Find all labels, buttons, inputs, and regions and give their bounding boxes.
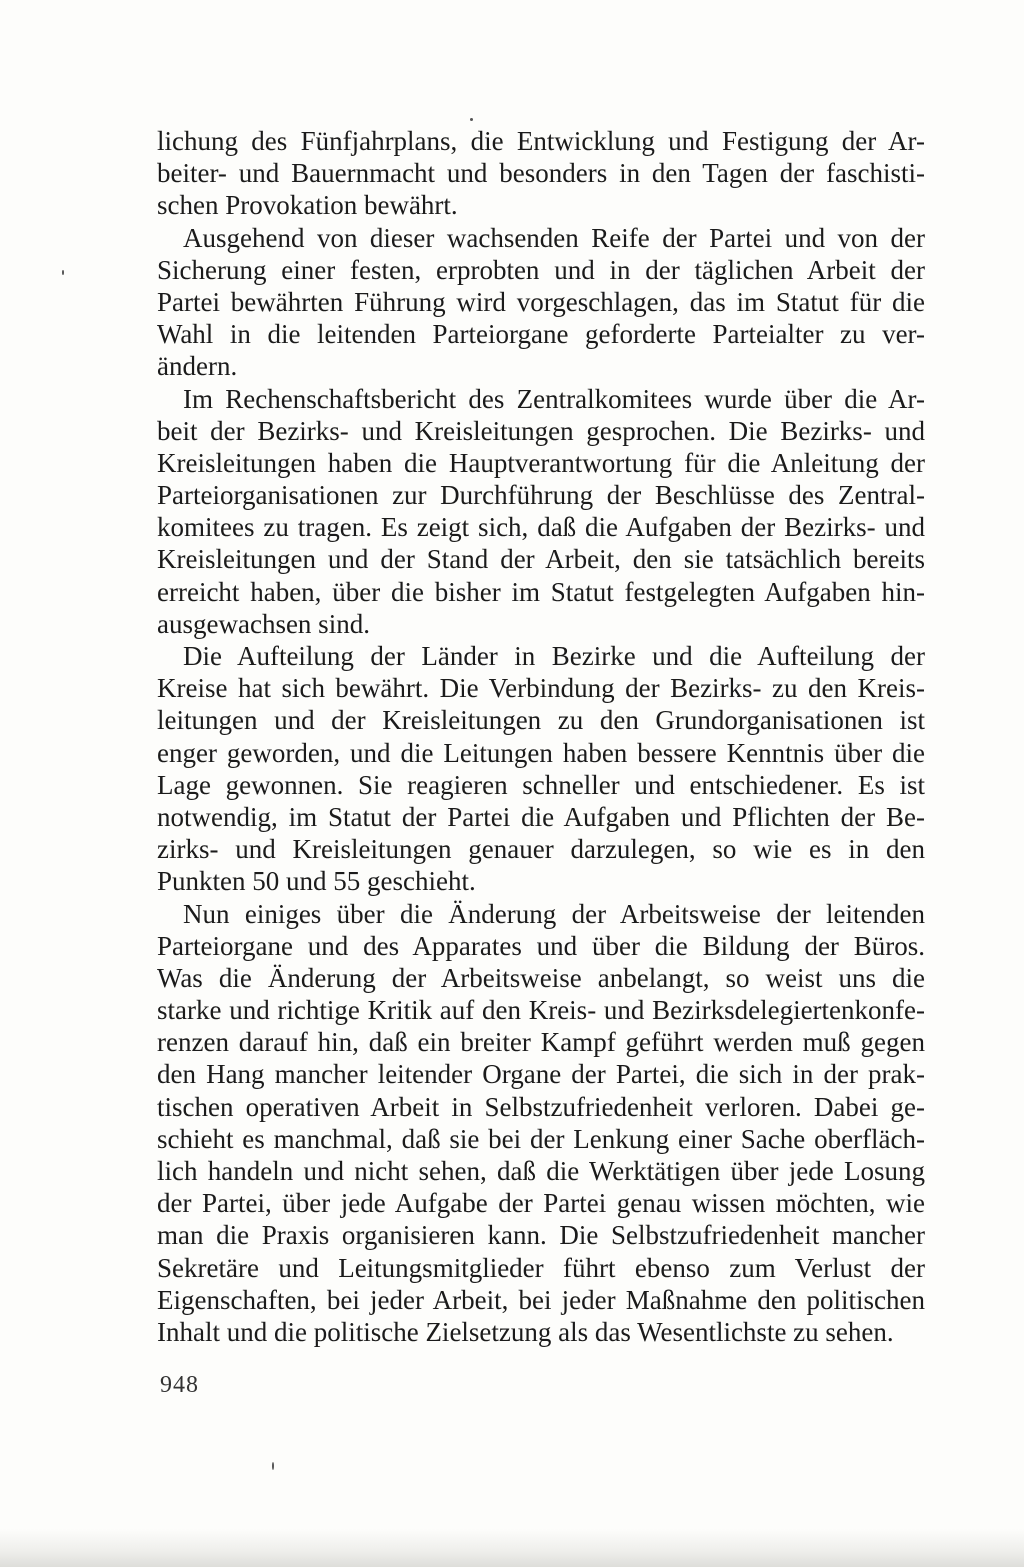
text-line: erreicht haben, über die bisher im Statut festgelegten Aufgaben hin- bbox=[157, 576, 925, 607]
text-line: renzen darauf hin, daß ein breiter Kampf geführt werden muß gegen bbox=[157, 1027, 925, 1058]
text-line: notwendig, im Statut der Partei die Aufgaben und Pflichten der Be- bbox=[157, 801, 925, 832]
text-line: Punkten 50 und 55 geschieht. bbox=[157, 866, 476, 897]
body-text bbox=[157, 125, 925, 1348]
text-line: Lage gewonnen. Sie reagieren schneller und entschiedener. Es ist bbox=[157, 769, 925, 800]
text-line: Partei bewährten Führung wird vorgeschlagen, das im Statut für die bbox=[157, 286, 925, 317]
text-line: Kreisleitungen haben die Hauptverantwortung für die Anleitung der bbox=[157, 447, 925, 478]
text-line: beiter- und Bauernmacht und besonders in den Tagen der faschisti- bbox=[157, 158, 925, 189]
text-line: Ausgehend von dieser wachsenden Reife der Partei und von der bbox=[183, 222, 925, 253]
text-line: Kreise hat sich bewährt. Die Verbindung der Bezirks- zu den Kreis- bbox=[157, 673, 925, 704]
scan-speck bbox=[272, 1462, 274, 1470]
text-line: Parteiorgane und des Apparates und über die Bildung der Büros. bbox=[157, 930, 925, 961]
text-line: man die Praxis organisieren kann. Die Selbstzufriedenheit mancher bbox=[157, 1220, 925, 1251]
page-number: 948 bbox=[160, 1372, 199, 1398]
text-line: den Hang mancher leitender Organe der Partei, die sich in der prak- bbox=[157, 1059, 925, 1090]
text-line: komitees zu tragen. Es zeigt sich, daß die Aufgaben der Bezirks- und bbox=[157, 512, 925, 543]
text-line: Sekretäre und Leitungsmitglieder führt ebenso zum Verlust der bbox=[157, 1252, 925, 1283]
text-line: Parteiorganisationen zur Durchführung der Beschlüsse des Zentral- bbox=[157, 480, 925, 511]
text-line: schen Provokation bewährt. bbox=[157, 190, 458, 221]
text-line: tischen operativen Arbeit in Selbstzufriedenheit verloren. Dabei ge- bbox=[157, 1091, 925, 1122]
text-line: Die Aufteilung der Länder in Bezirke und die Aufteilung der bbox=[183, 641, 925, 671]
text-line: Nun einiges über die Änderung der Arbeitsweise der leitenden bbox=[183, 898, 925, 929]
text-line: Im Rechenschaftsbericht des Zentralkomitees wurde über die Ar- bbox=[183, 383, 925, 414]
text-line: Sicherung einer festen, erprobten und in der täglichen Arbeit der bbox=[157, 254, 925, 285]
text-line: beit der Bezirks- und Kreisleitungen gesprochen. Die Bezirks- und bbox=[157, 415, 925, 446]
text-line: Was die Änderung der Arbeitsweise anbelangt, so weist uns die bbox=[157, 962, 925, 993]
scan-speck bbox=[62, 270, 64, 275]
text-line: Kreisleitungen und der Stand der Arbeit, den sie tatsächlich bereits bbox=[157, 544, 925, 575]
text-line: Wahl in die leitenden Parteiorgane geforderte Parteialter zu ver- bbox=[157, 319, 925, 350]
text-line: leitungen und der Kreisleitungen zu den Grundorganisationen ist bbox=[157, 705, 925, 736]
text-line: lich handeln und nicht sehen, daß die Werktätigen über jede Losung bbox=[157, 1156, 925, 1186]
scan-bottom-edge bbox=[0, 1529, 1024, 1567]
text-line: starke und richtige Kritik auf den Kreis- und Bezirksdelegiertenkonfe- bbox=[157, 995, 925, 1026]
text-line: Eigenschaften, bei jeder Arbeit, bei jeder Maßnahme den politischen bbox=[157, 1284, 925, 1315]
text-line: lichung des Fünfjahrplans, die Entwicklung und Festigung der Ar- bbox=[157, 126, 925, 156]
text-line: enger geworden, und die Leitungen haben bessere Kenntnis über die bbox=[157, 737, 925, 768]
scan-speck bbox=[470, 118, 473, 121]
text-line: schieht es manchmal, daß sie bei der Lenkung einer Sache oberfläch- bbox=[157, 1123, 925, 1154]
text-line: ausgewachsen sind. bbox=[157, 608, 370, 639]
text-line: Inhalt und die politische Zielsetzung als das Wesentlichste zu sehen. bbox=[157, 1316, 894, 1347]
text-line: ändern. bbox=[157, 351, 238, 382]
text-line: zirks- und Kreisleitungen genauer darzulegen, so wie es in den bbox=[157, 834, 925, 865]
text-line: der Partei, über jede Aufgabe der Partei genau wissen möchten, wie bbox=[157, 1188, 925, 1219]
